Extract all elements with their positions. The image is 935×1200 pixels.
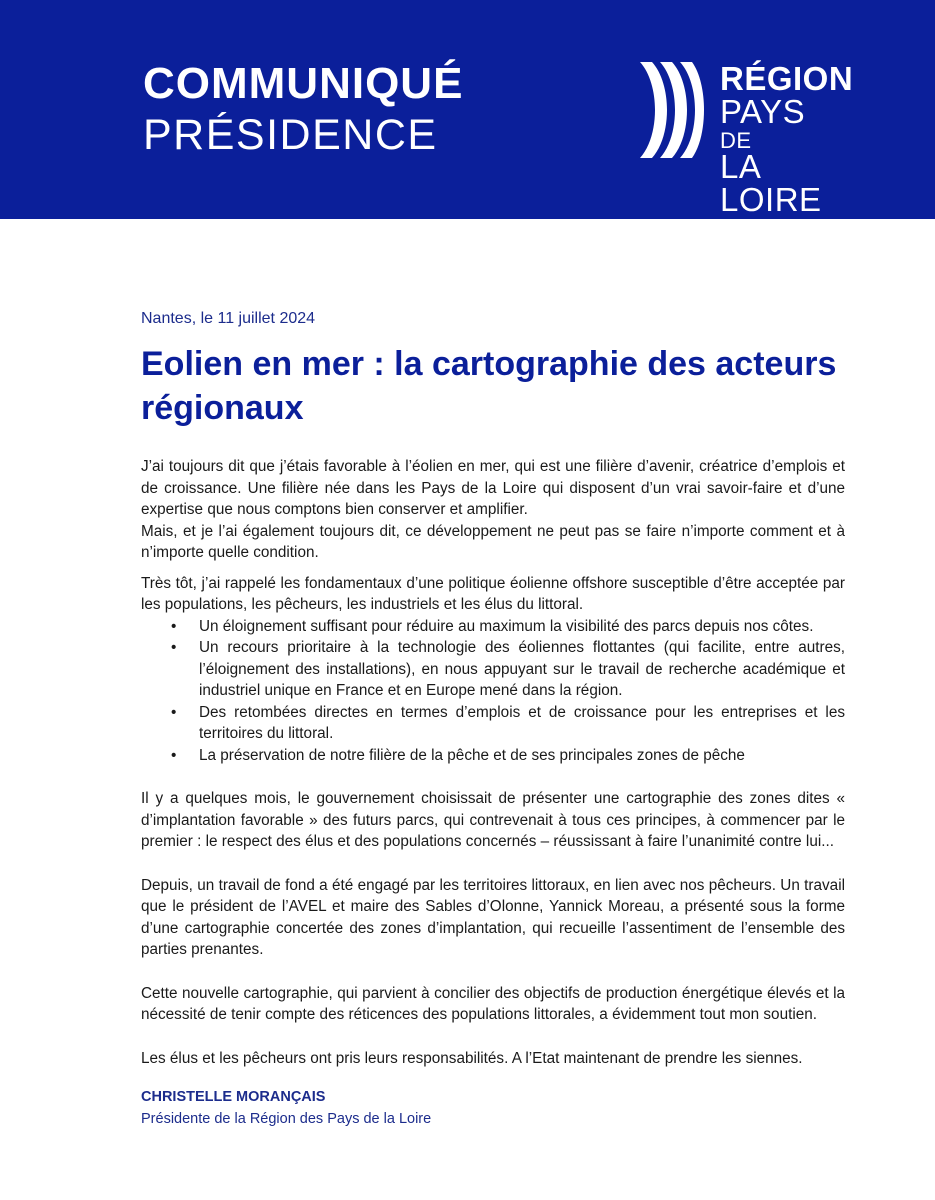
list-item: • Un éloignement suffisant pour réduire au maximum la visibilité des parcs depuis nos côtes. xyxy=(199,616,845,638)
logo-text-de: DE xyxy=(720,128,752,153)
release-title: Eolien en mer : la cartographie des acteurs régionaux xyxy=(141,345,837,427)
paragraph-5: Depuis, un travail de fond a été engagé par les territoires littoraux, en lien avec nos pêcheurs. Un travail que le président de l’AVEL et maire des Sables d’Olonne, Yannick Moreau, a présenté sous la forme d’une cartographie concertée des zones d’implantation, qui recueille l’assentiment de l’ensemble des parties prenantes. xyxy=(141,876,845,958)
logo-text-pays: PAYS xyxy=(720,93,806,130)
press-release-body xyxy=(141,310,845,1128)
paragraph-7: Les élus et les pêcheurs ont pris leurs responsabilités. A l’Etat maintenant de prendre les siennes. xyxy=(141,1049,803,1067)
header-title-presidence: PRÉSIDENCE xyxy=(143,111,438,159)
list-item: • Un recours prioritaire à la technologie des éoliennes flottantes (qui facilite, entre autres, l’éloignement des installations), en nous appuyant sur le travail de recherche académique et industriel unique en France et en Europe mené dans la région. xyxy=(199,637,845,702)
header-title xyxy=(143,59,464,159)
logo-text-region: RÉGION xyxy=(720,60,854,97)
header-title-communique: COMMUNIQUÉ xyxy=(143,59,464,108)
paragraph-6: Cette nouvelle cartographie, qui parvient à concilier des objectifs de production énergétique élevés et la nécessité de tenir compte des réticences des populations littorales, a évidemment tout mon soutien. xyxy=(141,984,845,1023)
region-logo xyxy=(638,58,854,218)
paragraph-4: Il y a quelques mois, le gouvernement choisissait de présenter une cartographie des zones dites « d’implantation favorable » des futurs parcs, qui contrevenait à tous ces principes, à commencer par le premier : le respect des élus et des populations concernés – réussissant à faire l’unanimité contre lui... xyxy=(141,790,845,850)
region-logo-text xyxy=(720,62,853,216)
header-banner xyxy=(0,0,935,219)
principles-list xyxy=(141,616,845,767)
signature-name: CHRISTELLE MORANÇAIS xyxy=(141,1089,326,1105)
paragraph-1: J’ai toujours dit que j’étais favorable à l’éolien en mer, qui est une filière d’avenir, créatrice d’emplois et de croissance. Une filière née dans les Pays de la Loire qui disposent d’un vrai savoir-faire et d’une expertise que nous comptons bien conserver et amplifier. xyxy=(141,458,845,518)
list-item: • La préservation de notre filière de la pêche et de ses principales zones de pêche xyxy=(199,745,845,767)
list-item: • Des retombées directes en termes d’emplois et de croissance pour les entreprises et les territoires du littoral. xyxy=(199,702,845,745)
signature-role: Présidente de la Région des Pays de la Loire xyxy=(141,1111,432,1127)
paragraph-2: Mais, et je l’ai également toujours dit, ce développement ne peut pas se faire n’importe comment et à n’importe quelle condition. xyxy=(141,522,845,561)
region-logo-mark-icon xyxy=(638,58,708,162)
logo-text-la-loire: LA LOIRE xyxy=(720,148,822,218)
release-date: Nantes, le 11 juillet 2024 xyxy=(141,310,316,327)
paragraph-3: Très tôt, j’ai rappelé les fondamentaux d’une politique éolienne offshore susceptible d’être acceptée par les populations, les pêcheurs, les industriels et les élus du littoral. xyxy=(141,574,845,613)
